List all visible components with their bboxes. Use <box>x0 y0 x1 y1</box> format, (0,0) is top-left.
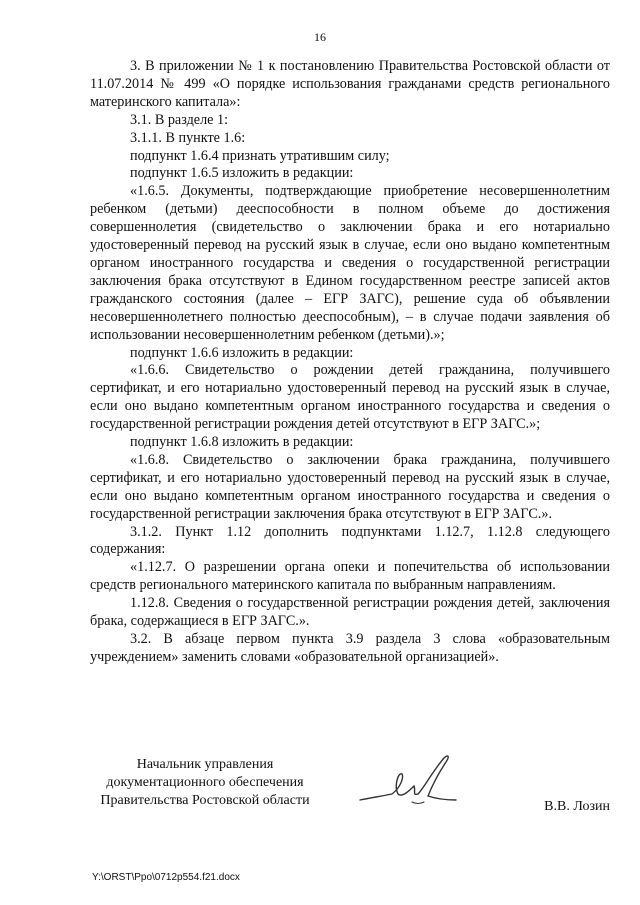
signer-name: В.В. Лозин <box>544 799 610 814</box>
paragraph-3-1-2: 3.1.2. Пункт 1.12 дополнить подпунктами 1.12.7, 1.12.8 следующего содержания: <box>90 523 610 558</box>
subpoint-1-6-6-intro: подпункт 1.6.6 изложить в редакции: <box>130 344 354 361</box>
paragraph-3-1-1: 3.1.1. В пункте 1.6: <box>130 129 246 146</box>
quote-1-12-7: «1.12.7. О разрешении органа опеки и попечительства об использовании средств регионального материнского капитала по выбранным направлениям. <box>90 559 610 594</box>
handwritten-signature <box>352 750 462 812</box>
document-body <box>90 58 610 667</box>
signer-title <box>90 756 320 810</box>
subpoint-1-6-4: подпункт 1.6.4 признать утратившим силу; <box>130 147 390 164</box>
quote-1-6-8: «1.6.8. Свидетельство о заключении брака гражданина, получившего сертификат, и его нотариально удостоверенный перевод на русский язык в случае, если оно выдано компетентным органом иностранного государства и сведения о государственной регистрации заключения брака отсутствуют в ЕГР ЗАГС.». <box>90 451 610 522</box>
signer-title-line: Начальник управления <box>136 757 274 772</box>
file-path-footer: Y:\ORST\Ppo\0712p554.f21.docx <box>92 872 240 883</box>
signer-title-line: Правительства Ростовской области <box>100 793 310 808</box>
paragraph-3-2: 3.2. В абзаце первом пункта 3.9 раздела 3 слова «образовательным учреждением» заменить словами «образовательной организацией». <box>90 631 610 665</box>
quote-1-6-5: «1.6.5. Документы, подтверждающие приобретение несовершеннолетним ребенком (детьми) дееспособности в полном объеме до достижения совершеннолетия (свидетельство о заключении брака и его нотариально удостоверенный перевод на русский язык в случае, если оно выдано компетентным органом иностранного государства и сведения о государственной регистрации заключения брака отсутствуют в Едином государственном реестре записей актов гражданского состояния (далее – ЕГР ЗАГС), решение суда об объявлении несовершеннолетнего полностью дееспособным), – в случае подачи заявления об использовании несовершеннолетним ребенком (детьми).»; <box>90 183 610 343</box>
paragraph-3-1: 3.1. В разделе 1: <box>130 111 229 128</box>
signature-block <box>90 756 610 816</box>
signer-title-line: документационного обеспечения <box>106 775 304 790</box>
quote-1-6-6: «1.6.6. Свидетельство о рождении детей гражданина, получившего сертификат, и его нотариально удостоверенный перевод на русский язык в случае, если оно выдано компетентным органом иностранного государства и сведения о государственной регистрации рождения детей отсутствуют в ЕГР ЗАГС.»; <box>90 362 610 433</box>
subpoint-1-6-5-intro: подпункт 1.6.5 изложить в редакции: <box>130 165 354 182</box>
quote-1-12-8: 1.12.8. Сведения о государственной регистрации рождения детей, заключения брака, содержащиеся в ЕГР ЗАГС.». <box>90 595 610 630</box>
subpoint-1-6-8-intro: подпункт 1.6.8 изложить в редакции: <box>130 434 354 451</box>
paragraph-3: 3. В приложении № 1 к постановлению Правительства Ростовской области от 11.07.2014 № 499 «О порядке использования гражданами средств регионального материнского капитала»: <box>90 58 610 110</box>
page-number: 16 <box>314 30 326 44</box>
